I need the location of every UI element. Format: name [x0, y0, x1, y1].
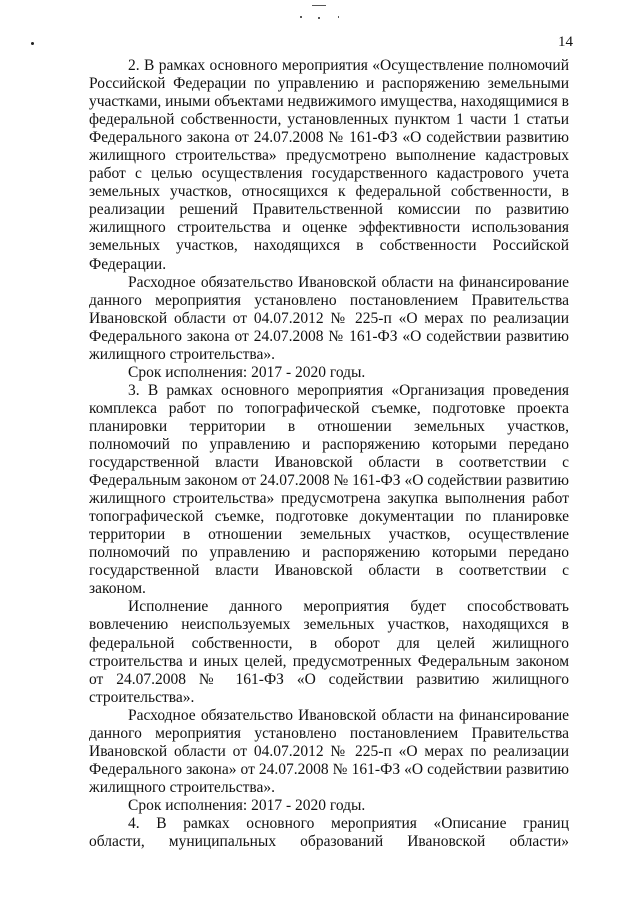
- text-line: Исполнение данного мероприятия будет способствовать: [128, 598, 569, 616]
- text-line: полномочий по управлению и распоряжению которыми передано: [89, 544, 569, 562]
- text-line: Ивановской области от 04.07.2012 № 225-п «О мерах по реализации: [89, 309, 569, 327]
- text-line: области, муниципальных образований Ивановской области»: [89, 833, 569, 851]
- scan-artifact: [300, 16, 302, 18]
- text-line: Ивановской области от 04.07.2012 № 225-п «О мерах по реализации: [89, 742, 569, 760]
- text-line: Расходное обязательство Ивановской области на финансирование: [128, 273, 569, 291]
- text-line: Федеральным законом от 24.07.2008 № 161-ФЗ «О содействии развитию: [89, 472, 569, 490]
- text-line: жилищного строительства».: [89, 778, 275, 796]
- text-line: федеральной собственности, установленных пунктом 1 части 1 статьи: [89, 111, 569, 129]
- text-line: жилищного строительства» предусмотрено выполнение кадастровых: [89, 147, 569, 165]
- text-line: вовлечению неиспользуемых земельных участков, находящихся в: [89, 616, 569, 634]
- text-line: земельных участков, находящихся в собственности Российской: [89, 237, 569, 255]
- document-body: [89, 57, 569, 851]
- text-line: данного мероприятия установлено постановлением Правительства: [89, 724, 569, 742]
- text-line: Срок исполнения: 2017 - 2020 годы.: [128, 363, 366, 381]
- text-line: жилищного строительства» предусмотрена закупка выполнения работ: [89, 490, 569, 508]
- scan-artifact: [318, 17, 320, 19]
- text-line: федеральной собственности, в оборот для целей жилищного: [89, 634, 569, 652]
- text-line: жилищного строительства и оценке эффективности использования: [89, 219, 569, 237]
- text-line: топографической съемке, подготовке документации по планировке: [89, 508, 569, 526]
- text-line: Федерального закона от 24.07.2008 № 161-ФЗ «О содействии развитию: [89, 327, 569, 345]
- scan-artifact: [31, 42, 34, 45]
- page-number: 14: [558, 34, 573, 50]
- text-line: данного мероприятия установлено постановлением Правительства: [89, 291, 569, 309]
- text-line: государственной власти Ивановской области в соответствии с: [89, 454, 569, 472]
- text-line: 4. В рамках основного мероприятия «Описание границ: [128, 814, 569, 832]
- text-line: Российской Федерации по управлению и распоряжению земельными: [89, 75, 569, 93]
- text-line: государственной власти Ивановской области в соответствии с: [89, 562, 569, 580]
- text-line: участками, иными объектами недвижимого имущества, находящимися в: [89, 93, 569, 111]
- text-line: земельных участков, относящихся к федеральной собственности, в: [89, 183, 569, 201]
- text-line: Федерации.: [89, 255, 167, 273]
- scan-artifact: [312, 5, 326, 6]
- text-line: от 24.07.2008 № 161-ФЗ «О содействии развитию жилищного: [89, 670, 569, 688]
- text-line: Федерального закона» от 24.07.2008 № 161-ФЗ «О содействии развитию: [89, 760, 569, 778]
- text-line: Расходное обязательство Ивановской области на финансирование: [128, 706, 569, 724]
- text-line: территории в отношении земельных участков, осуществление: [89, 526, 569, 544]
- text-line: жилищного строительства».: [89, 345, 275, 363]
- text-line: Федерального закона от 24.07.2008 № 161-ФЗ «О содействии развитию: [89, 129, 569, 147]
- text-line: реализации решений Правительственной комиссии по развитию: [89, 201, 569, 219]
- text-line: Срок исполнения: 2017 - 2020 годы.: [128, 796, 366, 814]
- scan-artifact: [338, 16, 339, 18]
- text-line: строительства».: [89, 688, 195, 706]
- text-line: планировки территории в отношении земельных участков,: [89, 417, 569, 435]
- text-line: комплекса работ по топографической съемке, подготовке проекта: [89, 399, 569, 417]
- text-line: полномочий по управлению и распоряжению которыми передано: [89, 435, 569, 453]
- text-line: 3. В рамках основного мероприятия «Организация проведения: [128, 381, 569, 399]
- text-line: строительства и иных целей, предусмотренных Федеральным законом: [89, 652, 569, 670]
- text-line: 2. В рамках основного мероприятия «Осуществление полномочий: [128, 57, 569, 74]
- text-line: законом.: [89, 580, 146, 598]
- text-line: работ с целью осуществления государственного кадастрового учета: [89, 165, 569, 183]
